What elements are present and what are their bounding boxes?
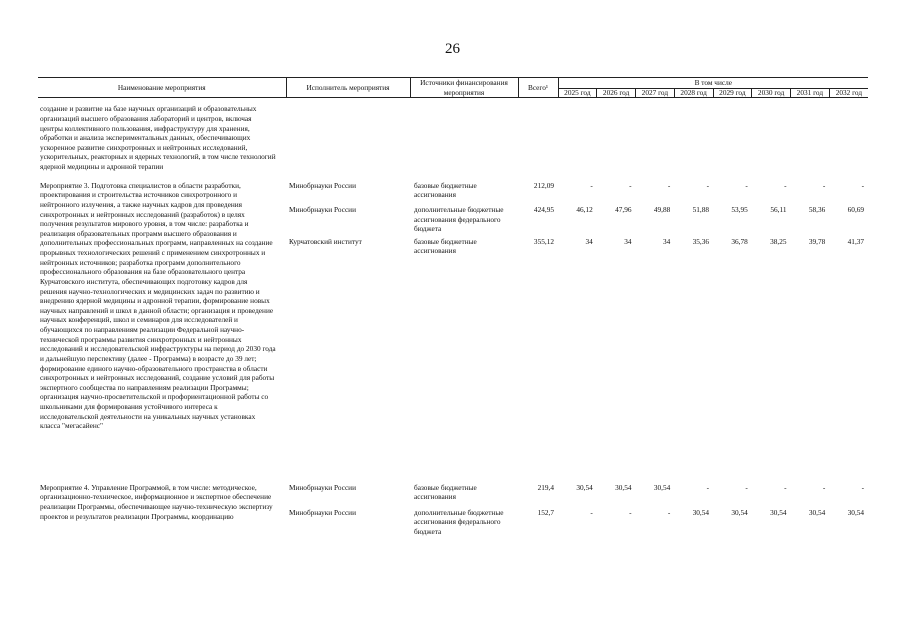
total-cell: 219,4 [537,482,554,492]
source-cell: базовые бюджетные ассигнования [414,236,477,256]
table-row [38,181,868,200]
year-cell: 38,25 [770,236,787,246]
year-cell: - [590,507,593,517]
executor-cell: Курчатовский институт [289,236,362,246]
year-cell: - [745,180,748,190]
year-cell: - [706,180,709,190]
executor-cell: Минобрнауки России [289,180,356,190]
year-cell: 30,54 [692,507,709,517]
year-cell: - [667,507,671,517]
year-cell: - [784,180,787,190]
year-cell: 41,37 [847,236,865,246]
year-cell: 30,54 [847,507,865,517]
header-year: 2026 год [597,88,636,97]
year-cell: 60,69 [847,204,865,214]
year-cell: 46,12 [576,204,593,214]
source-cell: дополнительные бюджетные ассигнования федерального бюджета [414,507,504,536]
year-cell: 34 [624,236,632,246]
header-year: 2031 год [791,88,830,97]
header-year: 2029 год [713,88,752,97]
year-cell: 39,78 [808,236,826,246]
year-cell: 58,36 [808,204,826,214]
header-year: 2025 год [558,88,597,97]
year-cell: 35,36 [692,236,709,246]
year-cell: 30,54 [576,482,593,492]
year-cell: 51,88 [692,204,709,214]
measure-3-name: Мероприятие 3. Подготовка специалистов в области разработки, проектирования и строительства источников синхротронного и нейтронного излучения, а также научных кадров для проведения синхротронных и нейтронных исследований (разработок) в целях получения результатов мирового уровня, в том числе: разработка и реализация образовательных программ высшего образования и дополнительных профессиональных программ, направленных на создание прорывных технологических решений с применением синхротронных и нейтронных источников; разработка программ дополнительного профессионального образования на базе образовательного центра Курчатовского института, обеспечивающих подготовку кадров для решения научно-технологических и медицинских задач по развитию и внедрению ядерной медицины и адронной терапии, формирование новых научных направлений и школ в данной области; организация и проведение научных конференций, школ и семинаров для исследователей и обучающихся по направлениям реализации Федеральной научно-технической программы развития синхротронных и нейтронных исследований и исследовательской инфраструктуры на период до 2030 года и дальнейшую перспективу (далее - Программа) в возрасте до 39 лет; формирование единого научно-образовательного пространства в области синхротронных и нейтронных исследований, создание условий для работы экспертного сообщества по направлениям реализации Программы; организация научно-просветительской и профориентационной работы со школьниками для формирования устойчивого интереса к исследовательской деятельности на уникальных научных установках класса "мегасайенс" [40,180,276,431]
year-cell: - [629,180,632,190]
year-cell: - [861,180,865,190]
executor-cell: Минобрнауки России [289,204,356,214]
year-cell: 47,96 [615,204,632,214]
table-row [38,483,868,505]
funding-table [38,77,868,537]
header-year: 2028 год [674,88,713,97]
year-cell: 34 [585,236,593,246]
header-row [38,78,868,89]
header-name: Наименование мероприятия [38,78,286,98]
header-year: 2030 год [752,88,791,97]
total-cell: 152,7 [537,507,554,517]
header-total: Всего¹ [518,78,558,98]
header-year: 2027 год [636,88,675,97]
year-cell: 36,78 [731,236,748,246]
year-cell: 53,95 [731,204,748,214]
total-cell: 355,12 [533,236,554,246]
year-cell: 56,11 [770,204,787,214]
header-included: В том числе [558,78,868,89]
continued-text: создание и развитие на базе научных организаций и образовательных организаций высшего образования лабораторий и центров, включая центры коллективного пользования, инфраструктуру для хранения, обработки и анализа экспериментальных данных, обеспечивающих ускоренное развитие синхротронных и нейтронных исследований, ускорительных, реакторных и ядерных технологий, в том числе технологий ядерной медицины и адронной терапии [40,104,276,171]
year-cell: 30,54 [615,482,632,492]
year-cell: - [706,482,709,492]
year-cell: - [667,180,671,190]
continued-row [38,104,868,171]
year-cell: 49,88 [653,204,671,214]
year-cell: 34 [662,236,671,246]
header-source: Источники финансирования мероприятия [410,78,518,98]
page-number: 26 [445,41,460,57]
year-cell: 30,54 [770,507,787,517]
header-executor: Исполнитель мероприятия [286,78,410,98]
header-year: 2032 год [829,88,868,97]
measure-4-name: Мероприятие 4. Управление Программой, в том числе: методическое, организационно-техническое, информационное и экспертное обеспечение реализации Программы, обеспечивающее научно-техническую экспертизу проектов и результатов реализации Программы, координацию [40,482,273,521]
year-cell: - [861,482,865,492]
total-cell: 212,09 [533,180,554,190]
year-cell: - [590,180,593,190]
source-cell: базовые бюджетные ассигнования [414,180,477,200]
executor-cell: Минобрнауки России [289,482,356,492]
executor-cell: Минобрнауки России [289,507,356,517]
year-cell: - [822,180,826,190]
source-cell: базовые бюджетные ассигнования [414,482,477,502]
year-cell: 30,54 [653,482,671,492]
year-cell: - [784,482,787,492]
year-cell: 30,54 [808,507,826,517]
year-cell: - [629,507,632,517]
year-cell: - [822,482,826,492]
year-cell: - [745,482,748,492]
total-cell: 424,95 [533,204,554,214]
source-cell: дополнительные бюджетные ассигнования федерального бюджета [414,204,504,234]
year-cell: 30,54 [731,507,748,517]
